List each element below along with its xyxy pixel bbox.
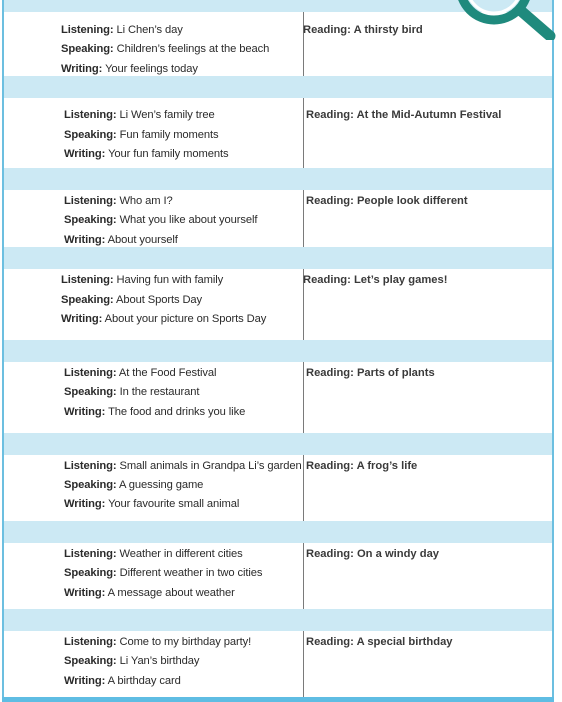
- reading-topic: At the Mid-Autumn Festival: [356, 109, 502, 121]
- writing-topic: Your fun family moments: [108, 148, 229, 160]
- reading-label: Reading:: [303, 274, 351, 286]
- column-divider: [303, 455, 304, 521]
- reading-line: [306, 367, 435, 379]
- reading-topic: People look different: [356, 195, 468, 207]
- writing-line: [64, 148, 228, 160]
- speaking-topic: A guessing game: [118, 479, 204, 491]
- speaking-line: [64, 214, 257, 226]
- listening-line: [64, 548, 243, 560]
- listening-label: Listening:: [64, 548, 117, 560]
- listening-topic: Small animals in Grandpa Li’s garden: [119, 460, 302, 472]
- table-row: [4, 362, 552, 433]
- speaking-line: [64, 567, 262, 579]
- table-row: [4, 543, 552, 609]
- listening-label: Listening:: [64, 195, 117, 207]
- reading-topic: Let’s play games!: [353, 274, 448, 286]
- reading-line: [306, 109, 501, 121]
- reading-topic: Parts of plants: [356, 367, 435, 379]
- listening-label: Listening:: [64, 460, 117, 472]
- writing-topic: A message about weather: [107, 587, 235, 599]
- speaking-label: Speaking:: [64, 214, 117, 226]
- writing-topic: Your favourite small animal: [108, 498, 240, 510]
- writing-line: [61, 313, 266, 325]
- speaking-label: Speaking:: [64, 567, 117, 579]
- speaking-topic: In the restaurant: [119, 386, 200, 398]
- reading-topic: A special birthday: [356, 636, 453, 648]
- reading-line: [306, 636, 453, 648]
- speaking-topic: Different weather in two cities: [119, 567, 263, 579]
- speaking-topic: Li Yan’s birthday: [119, 655, 200, 667]
- speaking-line: [61, 294, 202, 306]
- magnifier-icon: [452, 0, 562, 40]
- column-divider: [303, 362, 304, 433]
- listening-label: Listening:: [61, 24, 114, 36]
- listening-topic: Li Wen’s family tree: [119, 109, 215, 121]
- listening-line: [64, 195, 173, 207]
- reading-label: Reading:: [306, 195, 354, 207]
- listening-topic: Weather in different cities: [119, 548, 243, 560]
- writing-label: Writing:: [64, 406, 106, 418]
- listening-line: [64, 367, 216, 379]
- reading-topic: A frog’s life: [356, 460, 418, 472]
- table-row: [4, 455, 552, 521]
- writing-line: [64, 498, 239, 510]
- writing-label: Writing:: [64, 587, 106, 599]
- speaking-label: Speaking:: [61, 43, 114, 55]
- writing-line: [64, 406, 245, 418]
- reading-label: Reading:: [306, 109, 354, 121]
- reading-label: Reading:: [306, 460, 354, 472]
- listening-label: Listening:: [64, 636, 117, 648]
- listening-line: [64, 460, 302, 472]
- reading-line: [306, 195, 468, 207]
- bottom-bar: [2, 697, 554, 702]
- listening-topic: Having fun with family: [116, 274, 224, 286]
- reading-topic: On a windy day: [356, 548, 440, 560]
- writing-topic: The food and drinks you like: [108, 406, 246, 418]
- speaking-line: [64, 479, 203, 491]
- listening-label: Listening:: [64, 109, 117, 121]
- speaking-topic: Children’s feelings at the beach: [116, 43, 270, 55]
- reading-line: [303, 24, 423, 36]
- listening-line: [64, 109, 215, 121]
- column-divider: [303, 98, 304, 168]
- reading-label: Reading:: [303, 24, 351, 36]
- writing-label: Writing:: [61, 313, 103, 325]
- table-row: [4, 98, 552, 168]
- writing-label: Writing:: [64, 675, 106, 687]
- speaking-line: [64, 655, 199, 667]
- speaking-label: Speaking:: [64, 655, 117, 667]
- listening-label: Listening:: [61, 274, 114, 286]
- speaking-topic: About Sports Day: [115, 294, 203, 306]
- listening-topic: At the Food Festival: [118, 367, 217, 379]
- reading-label: Reading:: [306, 367, 354, 379]
- speaking-topic: What you like about yourself: [119, 214, 258, 226]
- writing-line: [64, 234, 178, 246]
- table-row: [4, 269, 552, 340]
- column-divider: [303, 543, 304, 609]
- listening-line: [61, 274, 223, 286]
- speaking-label: Speaking:: [64, 386, 117, 398]
- writing-label: Writing:: [64, 498, 106, 510]
- listening-topic: Who am I?: [119, 195, 173, 207]
- writing-topic: About your picture on Sports Day: [104, 313, 267, 325]
- writing-topic: A birthday card: [107, 675, 181, 687]
- listening-topic: Come to my birthday party!: [119, 636, 252, 648]
- speaking-line: [64, 386, 199, 398]
- listening-topic: Li Chen’s day: [116, 24, 183, 36]
- reading-topic: A thirsty bird: [353, 24, 423, 36]
- writing-topic: Your feelings today: [105, 63, 198, 75]
- listening-label: Listening:: [64, 367, 117, 379]
- writing-label: Writing:: [64, 234, 106, 246]
- speaking-line: [61, 43, 269, 55]
- reading-line: [306, 548, 439, 560]
- reading-label: Reading:: [306, 548, 354, 560]
- column-divider: [303, 12, 304, 76]
- writing-line: [61, 63, 198, 75]
- reading-line: [303, 274, 447, 286]
- speaking-label: Speaking:: [61, 294, 114, 306]
- writing-topic: About yourself: [107, 234, 178, 246]
- writing-label: Writing:: [61, 63, 103, 75]
- table-row: [4, 190, 552, 247]
- writing-label: Writing:: [64, 148, 106, 160]
- speaking-label: Speaking:: [64, 479, 117, 491]
- reading-line: [306, 460, 417, 472]
- writing-line: [64, 675, 181, 687]
- reading-label: Reading:: [306, 636, 354, 648]
- writing-line: [64, 587, 235, 599]
- listening-line: [61, 24, 183, 36]
- column-divider: [303, 190, 304, 247]
- speaking-label: Speaking:: [64, 129, 117, 141]
- speaking-line: [64, 129, 219, 141]
- table-row: [4, 631, 552, 697]
- speaking-topic: Fun family moments: [119, 129, 219, 141]
- listening-line: [64, 636, 251, 648]
- column-divider: [303, 631, 304, 697]
